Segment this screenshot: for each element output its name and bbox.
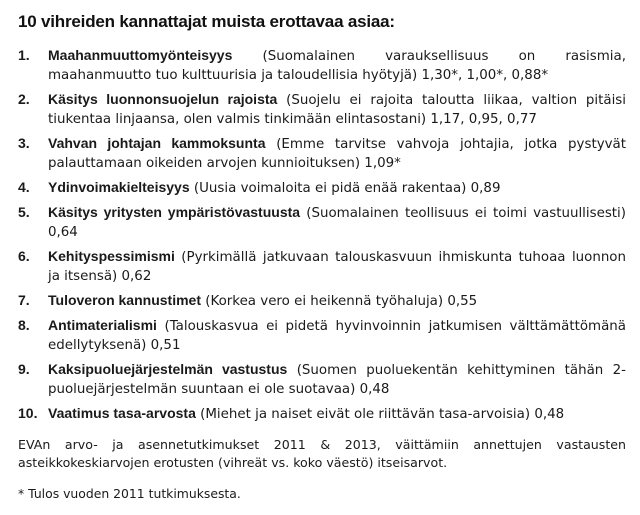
- item-text: (Talouskasvua ei pidetä hyvinvoinnin jatkumisen välttämättömänä edellytyksenä) 0,51: [48, 319, 627, 353]
- list-item: [18, 90, 626, 129]
- item-text: (Suomalainen varauksellisuus on rasismia, maahanmuutto tuo kulttuurisia ja taloudellisia hyötyjä) 1,30*, 1,00*, 0,88*: [48, 49, 626, 83]
- item-number: 3.: [18, 135, 30, 151]
- list-item: [18, 316, 626, 355]
- list-item: [18, 404, 626, 424]
- item-body: [48, 134, 626, 173]
- item-heading: Ydinvoimakielteisyys: [48, 179, 190, 195]
- list-item: [18, 178, 626, 198]
- item-text: (Korkea vero ei heikennä työhaluja) 0,55: [205, 294, 478, 309]
- item-body: [48, 404, 626, 424]
- asterisk-note: * Tulos vuoden 2011 tutkimuksesta.: [18, 485, 241, 501]
- list-item: [18, 291, 626, 311]
- item-text: (Miehet ja naiset eivät ole riittävän tasa-arvoisia) 0,48: [200, 407, 565, 422]
- list-item: [18, 134, 626, 173]
- item-body: [48, 247, 626, 286]
- item-number: 5.: [18, 204, 30, 220]
- item-body: [48, 360, 626, 399]
- item-heading: Kaksipuoluejärjestelmän vastustus: [48, 361, 288, 377]
- item-heading: Vahvan johtajan kammoksunta: [48, 135, 266, 151]
- item-body: [48, 90, 626, 129]
- item-body: [48, 291, 626, 311]
- item-heading: Kehityspessimismi: [48, 248, 175, 264]
- item-text: (Suojelu ei rajoita taloutta liikaa, valtion pitäisi tiukentaa linjaansa, olen valmis tinkimään elintasostani) 1,17, 0,95, 0,77: [48, 93, 626, 127]
- item-text: (Suomen puoluekentän kehittyminen tähän 2-puoluejärjestelmän suuntaan ei ole suotavaa) 0,48: [48, 363, 626, 397]
- list-item: [18, 203, 626, 242]
- item-number: 1.: [18, 47, 30, 63]
- item-heading: Käsitys yritysten ympäristövastuusta: [48, 204, 301, 220]
- item-body: [48, 316, 626, 355]
- item-number: 4.: [18, 179, 30, 195]
- item-text: (Pyrkimällä jatkuvaan talouskasvuun ihmiskunta tuhoaa luonnon ja itsensä) 0,62: [48, 250, 626, 284]
- source-footnote: EVAn arvo- ja asennetutkimukset 2011 & 2013, väittämiin annettujen vastausten asteikkokeskiarvojen erotusten (vihreät vs. koko väestö) itseisarvot.: [18, 437, 626, 470]
- list-item: [18, 46, 626, 85]
- item-number: 9.: [18, 361, 30, 377]
- ranked-list: [18, 46, 626, 424]
- item-heading: Antimaterialismi: [48, 317, 157, 333]
- item-heading: Maahanmuuttomyönteisyys: [48, 47, 233, 63]
- item-number: 2.: [18, 91, 30, 107]
- item-text: (Emme tarvitse vahvoja johtajia, jotka pystyvät palauttamaan oikeiden arvojen kunnioituksen) 1,09*: [48, 137, 626, 171]
- page-title: 10 vihreiden kannattajat muista erottavaa asiaa:: [18, 12, 395, 31]
- item-number: 8.: [18, 317, 30, 333]
- item-heading: Käsitys luonnonsuojelun rajoista: [48, 91, 278, 107]
- list-item: [18, 360, 626, 399]
- item-number: 10.: [18, 405, 38, 421]
- item-number: 6.: [18, 248, 30, 264]
- item-text: (Suomalainen teollisuus ei toimi vastuullisesti) 0,64: [48, 206, 626, 240]
- item-body: [48, 203, 626, 242]
- item-number: 7.: [18, 292, 30, 308]
- item-heading: Tuloveron kannustimet: [48, 292, 201, 308]
- item-text: (Uusia voimaloita ei pidä enää rakentaa) 0,89: [193, 181, 501, 196]
- item-body: [48, 178, 626, 198]
- list-item: [18, 247, 626, 286]
- item-heading: Vaatimus tasa-arvosta: [48, 405, 196, 421]
- item-body: [48, 46, 626, 85]
